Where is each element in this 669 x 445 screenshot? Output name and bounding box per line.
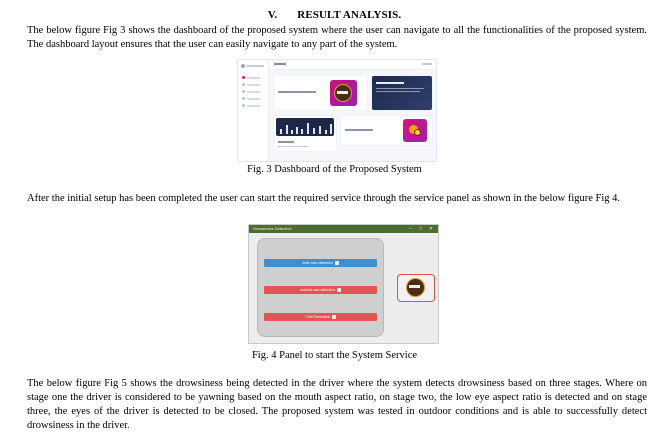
sidebar-item bbox=[242, 90, 264, 94]
dashboard-card-drowsiness bbox=[274, 76, 367, 110]
sidebar-item bbox=[242, 97, 264, 101]
paragraph-dashboard: The below figure Fig 3 shows the dashboard of the proposed system where the user can navigate to all the functionalities of the proposed system. The dashboard layout ensures that the user can easily navigate to any part of the system. bbox=[27, 25, 647, 50]
paragraph-service-panel: After the initial setup has been completed the user can start the required service through the service panel as shown in the below figure Fig 4. bbox=[27, 193, 621, 204]
sidebar-item bbox=[242, 83, 264, 87]
window-title: Drowsiness Detection bbox=[253, 226, 292, 231]
sidebar-logo bbox=[241, 64, 265, 68]
dashboard-sidebar bbox=[238, 60, 269, 161]
dashboard-card-chart bbox=[274, 116, 336, 151]
theft-prevention-button: Theft Prevention bbox=[264, 313, 377, 321]
camera-icon bbox=[335, 261, 339, 265]
sidebar-item bbox=[242, 104, 264, 108]
close-icon: ✕ bbox=[429, 226, 433, 231]
android-cam-detection-button: android cam detection bbox=[264, 286, 377, 294]
service-panel bbox=[257, 238, 384, 337]
app-logo bbox=[397, 274, 435, 302]
figure-dashboard-screenshot bbox=[237, 59, 437, 162]
figure-service-panel-screenshot bbox=[248, 224, 439, 344]
maximize-icon: □ bbox=[419, 226, 422, 231]
figure-4-caption: Fig. 4 Panel to start the System Service bbox=[251, 350, 418, 361]
dashboard-card-theft bbox=[341, 116, 432, 145]
theft-app-icon bbox=[403, 119, 427, 142]
drowsiness-app-icon bbox=[330, 80, 357, 106]
section-title: RESULT ANALYSIS. bbox=[297, 9, 402, 21]
dashboard-topbar bbox=[269, 60, 436, 70]
dashboard-card-service bbox=[372, 76, 432, 110]
bar-chart-thumbnail bbox=[276, 118, 334, 136]
section-heading bbox=[0, 9, 669, 21]
figure-3-caption: Fig. 3 Dashboard of the Proposed System bbox=[247, 164, 422, 175]
window-title-bar bbox=[249, 225, 438, 233]
minimize-icon: – bbox=[409, 226, 412, 231]
mobi-cam-detection-button: mobi cam detection bbox=[264, 259, 377, 267]
paragraph-drowsiness-detection: The below figure Fig 5 shows the drowsiness being detected in the driver where the system detects drowsiness based on three stages. Where on stage one the driver is considered to be yawning based on the mouth aspect ratio, on stage two, the low eye aspect ratio is detected and on stage three, the eyes of the driver is detected to be closed. The proposed system was tested in outdoor conditions and is able to successfully detect drowsiness in the driver. bbox=[27, 378, 647, 431]
sidebar-item bbox=[242, 76, 264, 80]
section-number: V. bbox=[267, 9, 278, 21]
camera-icon bbox=[337, 288, 341, 292]
camera-icon bbox=[332, 315, 336, 319]
